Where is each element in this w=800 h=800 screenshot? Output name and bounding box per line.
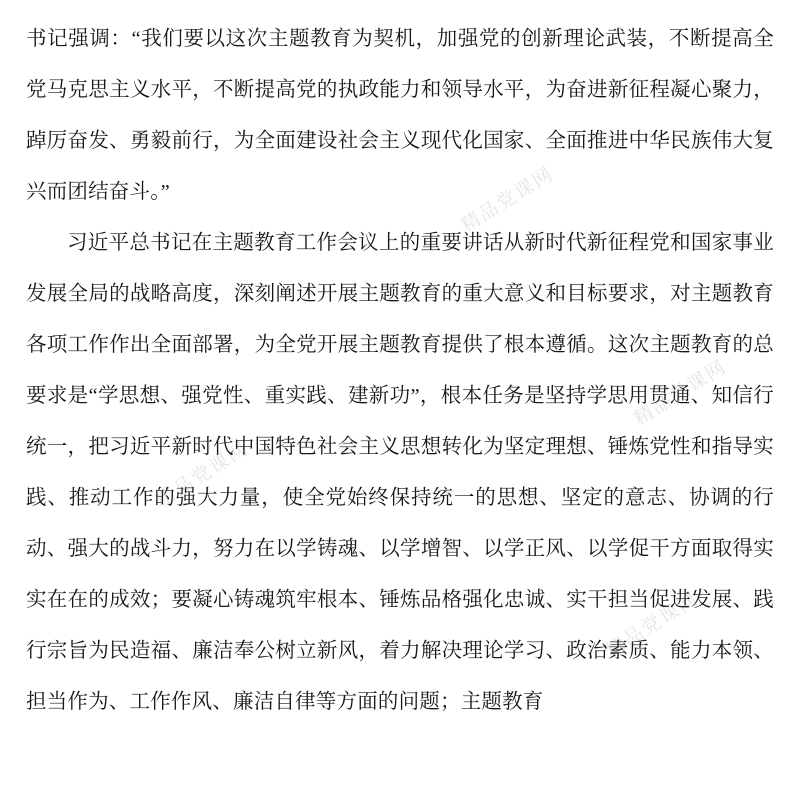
watermark-text: 精品党课网 — [457, 163, 558, 238]
document-body — [26, 14, 774, 728]
watermark-text: 精品党课网 — [602, 588, 703, 663]
paragraph-1: 书记强调：“我们要以这次主题教育为契机，加强党的创新理论武装，不断提高全党马克思主义水平，不断提高党的执政能力和领导水平，为奋进新征程凝心聚力，踔厉奋发、勇毅前行，为全面建设社会主义现代化国家、全面推进中华民族伟大复兴而团结奋斗。” — [26, 28, 774, 203]
watermark-text: 精品党课网 — [152, 438, 253, 513]
watermark-text: 精品党课网 — [630, 356, 731, 431]
paragraph-2: 习近平总书记在主题教育工作会议上的重要讲话从新时代新征程党和国家事业发展全局的战略高度，深刻阐述开展主题教育的重大意义和目标要求，对主题教育各项工作作出全面部署，为全党开展主题教育提供了根本遵循。这次主题教育的总要求是“学思想、强党性、重实践、建新功”，根本任务是坚持学思用贯通、知信行统一，把习近平新时代中国特色社会主义思想转化为坚定理想、锤炼党性和指导实践、推动工作的强大力量，使全党始终保持统一的思想、坚定的意志、协调的行动、强大的战斗力，努力在以学铸魂、以学增智、以学正风、以学促干方面取得实实在在的成效；要凝心铸魂筑牢根本、锤炼品格强化忠诚、实干担当促进发展、践行宗旨为民造福、廉洁奉公树立新风，着力解决理论学习、政治素质、能力本领、担当作为、工作作风、廉洁自律等方面的问题；主题教育 — [26, 232, 774, 713]
